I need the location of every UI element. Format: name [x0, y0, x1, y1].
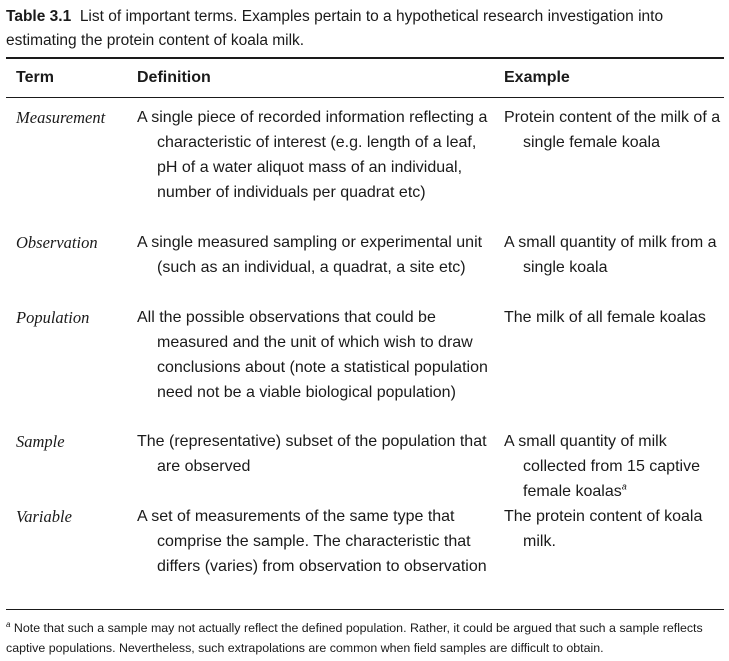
example-text: The milk of all female koalas [504, 309, 706, 326]
example-cell [504, 105, 726, 155]
top-rule [6, 57, 724, 59]
example-text: A small quantity of milk from a single koala [504, 234, 717, 276]
definition-cell: All the possible observations that could be measured and the unit of which wish to draw conclusions about (note a statistical population need not be a viable biological population) [137, 309, 488, 401]
header-term: Term [16, 69, 54, 86]
definition-cell: A single piece of recorded information reflecting a characteristic of interest (e.g. length of a leaf, pH of a water aliquot mass of an individual, number of individuals per quadrat etc) [137, 109, 488, 201]
table-label: Table 3.1 [6, 8, 72, 25]
example-text: The protein content of koala milk. [504, 508, 703, 550]
header-example: Example [504, 69, 570, 86]
table-caption-text: List of important terms. Examples pertain to a hypothetical research investigation into estimating the protein content of koala milk. [6, 8, 664, 49]
example-cell [504, 230, 726, 280]
footnote-text: Note that such a sample may not actually reflect the defined population. Rather, it could be argued that such a sample reflects captive populations. Nevertheless, such extrapolations are common when field samples are difficult to obtain. [6, 621, 703, 655]
definition-cell: The (representative) subset of the population that are observed [137, 433, 487, 475]
bottom-rule [6, 609, 724, 610]
table-caption [6, 5, 724, 53]
definition-cell: A single measured sampling or experimental unit (such as an individual, a quadrat, a site etc) [137, 234, 483, 276]
footnote-marker: a [6, 619, 11, 629]
term-cell: Sample [16, 432, 65, 451]
footnote-marker: a [621, 481, 627, 492]
example-cell [504, 429, 726, 504]
term-cell: Measurement [16, 108, 106, 127]
header-definition: Definition [137, 69, 211, 86]
example-cell [504, 305, 726, 330]
example-text: A small quantity of milk collected from 15 captive female koalas [504, 433, 700, 500]
example-cell [504, 504, 726, 554]
table-footnote [6, 618, 728, 658]
term-cell: Population [16, 308, 90, 327]
header-rule [6, 97, 724, 98]
definition-cell: A set of measurements of the same type that comprise the sample. The characteristic that differs (varies) from observation to observation [137, 508, 487, 575]
example-text: Protein content of the milk of a single female koala [504, 109, 721, 151]
term-cell: Observation [16, 233, 98, 252]
term-cell: Variable [16, 507, 72, 526]
